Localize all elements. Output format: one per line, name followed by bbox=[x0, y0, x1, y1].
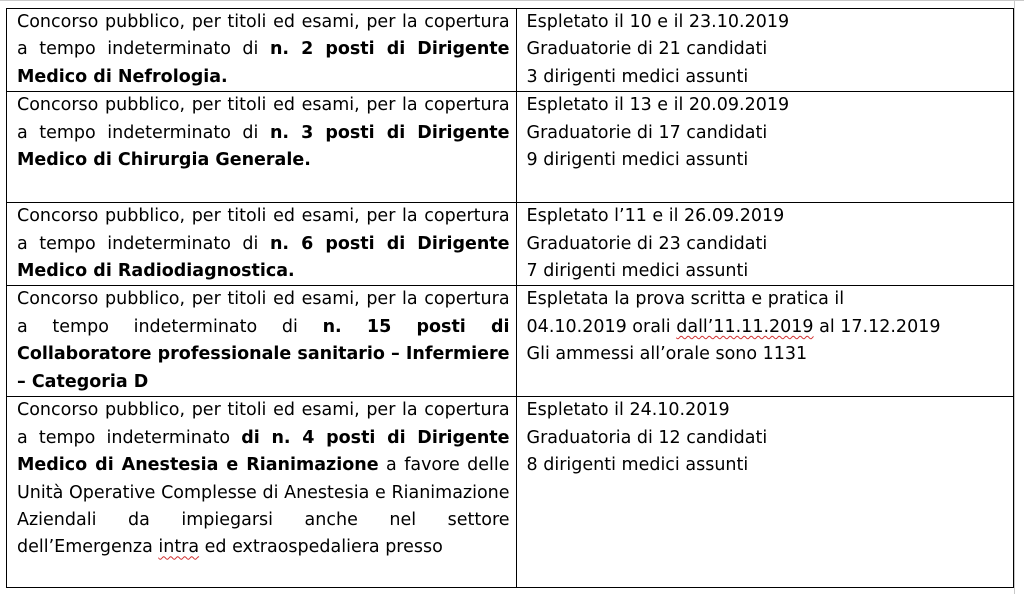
status-line: 7 dirigenti medici assunti bbox=[526, 261, 749, 282]
status-line: Espletato l’11 e il 26.09.2019 bbox=[526, 206, 785, 227]
status-line: Espletato il 10 e il 23.10.2019 bbox=[526, 12, 790, 32]
description-text: a favore delle Unità Operative Complesse di Anestesia e Rianimazione Aziendali da impiegarsi anche nel settore dell’Emergenza bbox=[17, 455, 510, 558]
description-text: ed extraospedaliera presso bbox=[199, 537, 443, 558]
status-line: 9 dirigenti medici assunti bbox=[526, 150, 749, 171]
status-line: Graduatorie di 21 candidati bbox=[526, 39, 768, 60]
description-text: Concorso pubblico, per titoli ed esami, per la copertura a tempo indeterminato di bbox=[17, 206, 510, 254]
spellcheck-underlined-text: dall’11.11.2019 bbox=[676, 316, 814, 337]
status-text: 04.10.2019 orali bbox=[526, 316, 677, 337]
description-bold-text: n. 6 posti di Dirigente Medico di Radiodiagnostica. bbox=[17, 233, 510, 282]
competition-description-cell bbox=[7, 203, 517, 286]
spellcheck-underlined-text: intra bbox=[158, 537, 200, 558]
status-line: Espletata la prova scritta e pratica il bbox=[526, 289, 845, 310]
table-row bbox=[7, 9, 1014, 92]
table-row bbox=[7, 203, 1014, 286]
status-line: Espletato il 24.10.2019 bbox=[526, 400, 730, 421]
status-line: 3 dirigenti medici assunti bbox=[526, 66, 749, 87]
description-bold-text: n. 3 posti di Dirigente Medico di Chirurgia Generale. bbox=[17, 122, 510, 171]
page-top-edge bbox=[0, 0, 1024, 1]
competition-description-cell bbox=[7, 9, 517, 92]
competition-table bbox=[6, 8, 1014, 588]
description-bold-text: di n. 4 posti di Dirigente Medico di Anestesia e Rianimazione bbox=[17, 427, 510, 476]
competition-status-cell bbox=[516, 397, 1013, 588]
description-text: Concorso pubblico, per titoli ed esami, per la copertura a tempo indeterminato di bbox=[17, 95, 510, 143]
competition-description-cell bbox=[7, 286, 517, 397]
competition-status-cell bbox=[516, 9, 1013, 92]
status-line: Graduatorie di 17 candidati bbox=[526, 122, 768, 143]
status-line: Espletato il 13 e il 20.09.2019 bbox=[526, 95, 790, 116]
competition-status-cell bbox=[516, 92, 1013, 203]
competition-status-cell bbox=[516, 286, 1013, 397]
status-line bbox=[527, 314, 1007, 341]
table-row bbox=[7, 92, 1014, 203]
table-row bbox=[7, 286, 1014, 397]
status-line: Graduatoria di 12 candidati bbox=[526, 427, 768, 448]
description-text: Concorso pubblico, per titoli ed esami, per la copertura a tempo indeterminato bbox=[17, 400, 510, 448]
description-text: Concorso pubblico, per titoli ed esami, per la copertura a tempo indeterminato di bbox=[17, 12, 510, 60]
page-right-edge bbox=[1014, 0, 1015, 594]
status-line: Graduatorie di 23 candidati bbox=[526, 233, 768, 254]
competition-description-cell bbox=[7, 92, 517, 203]
status-text: al 17.12.2019 bbox=[813, 316, 941, 337]
competition-status-cell bbox=[516, 203, 1013, 286]
table-row bbox=[7, 397, 1014, 588]
status-line: 8 dirigenti medici assunti bbox=[526, 455, 749, 476]
description-text: Concorso pubblico, per titoli ed esami, per la copertura a tempo indeterminato di bbox=[17, 289, 510, 337]
competition-description-cell bbox=[7, 397, 517, 588]
description-bold-text: n. 15 posti di Collaboratore professionale sanitario – Infermiere – Categoria D bbox=[17, 316, 510, 392]
description-bold-text: n. 2 posti di Dirigente Medico di Nefrologia. bbox=[17, 39, 510, 87]
status-line: Gli ammessi all’orale sono 1131 bbox=[526, 344, 808, 365]
